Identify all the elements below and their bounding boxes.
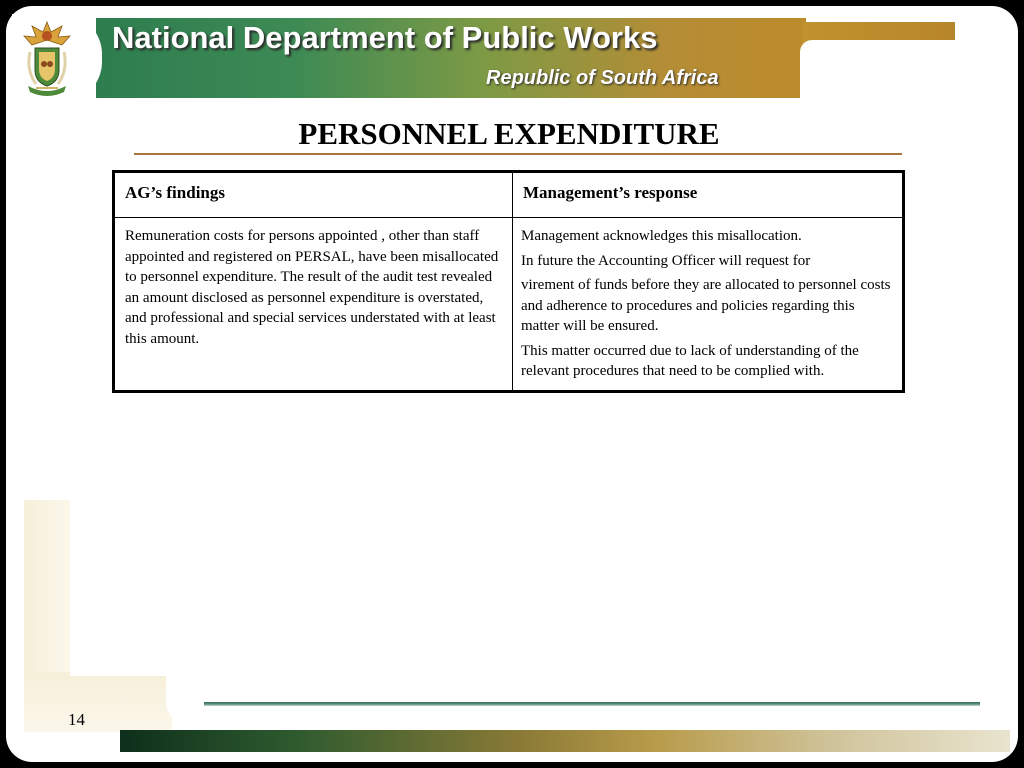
country-subtitle: Republic of South Africa xyxy=(486,67,719,89)
column-header-findings: AG’s findings xyxy=(125,183,225,202)
table-row xyxy=(115,218,903,391)
title-divider xyxy=(134,153,902,155)
response-paragraph: This matter occurred due to lack of understanding of the relevant procedures that need to be complied with. xyxy=(521,342,859,379)
table-header-row xyxy=(115,173,903,218)
page-number: 14 xyxy=(68,710,85,729)
footer-area xyxy=(166,660,1010,730)
finding-text: Remuneration costs for persons appointed , other than staff appointed and registered on PERSAL, have been misallocated to personnel expenditure. The result of the audit test revealed an amount disclosed as personnel expenditure is overstated, and professional and special services understated with at least this amount. xyxy=(125,228,499,347)
table-cell-finding xyxy=(115,218,513,391)
slide-title: PERSONNEL EXPENDITURE xyxy=(298,116,720,151)
table-cell-response xyxy=(513,218,903,391)
response-paragraph: Management acknowledges this misallocation. xyxy=(521,228,802,244)
table-header-cell xyxy=(513,173,903,218)
content-area xyxy=(70,500,1010,676)
response-paragraph: virement of funds before they are allocated to personnel costs and adherence to procedures and policies regarding this matter will be ensured. xyxy=(521,277,891,334)
footer-gradient-bar xyxy=(120,730,1010,752)
south-africa-coat-of-arms-icon xyxy=(18,18,76,98)
department-title: National Department of Public Works xyxy=(112,20,658,55)
header-tab xyxy=(800,40,960,98)
footer-divider xyxy=(204,702,980,706)
response-paragraph: In future the Accounting Officer will request for xyxy=(521,252,811,269)
findings-table xyxy=(112,170,905,393)
bottom-decoration-bar xyxy=(24,672,172,732)
table-header-cell xyxy=(115,173,513,218)
column-header-response: Management’s response xyxy=(523,183,698,202)
